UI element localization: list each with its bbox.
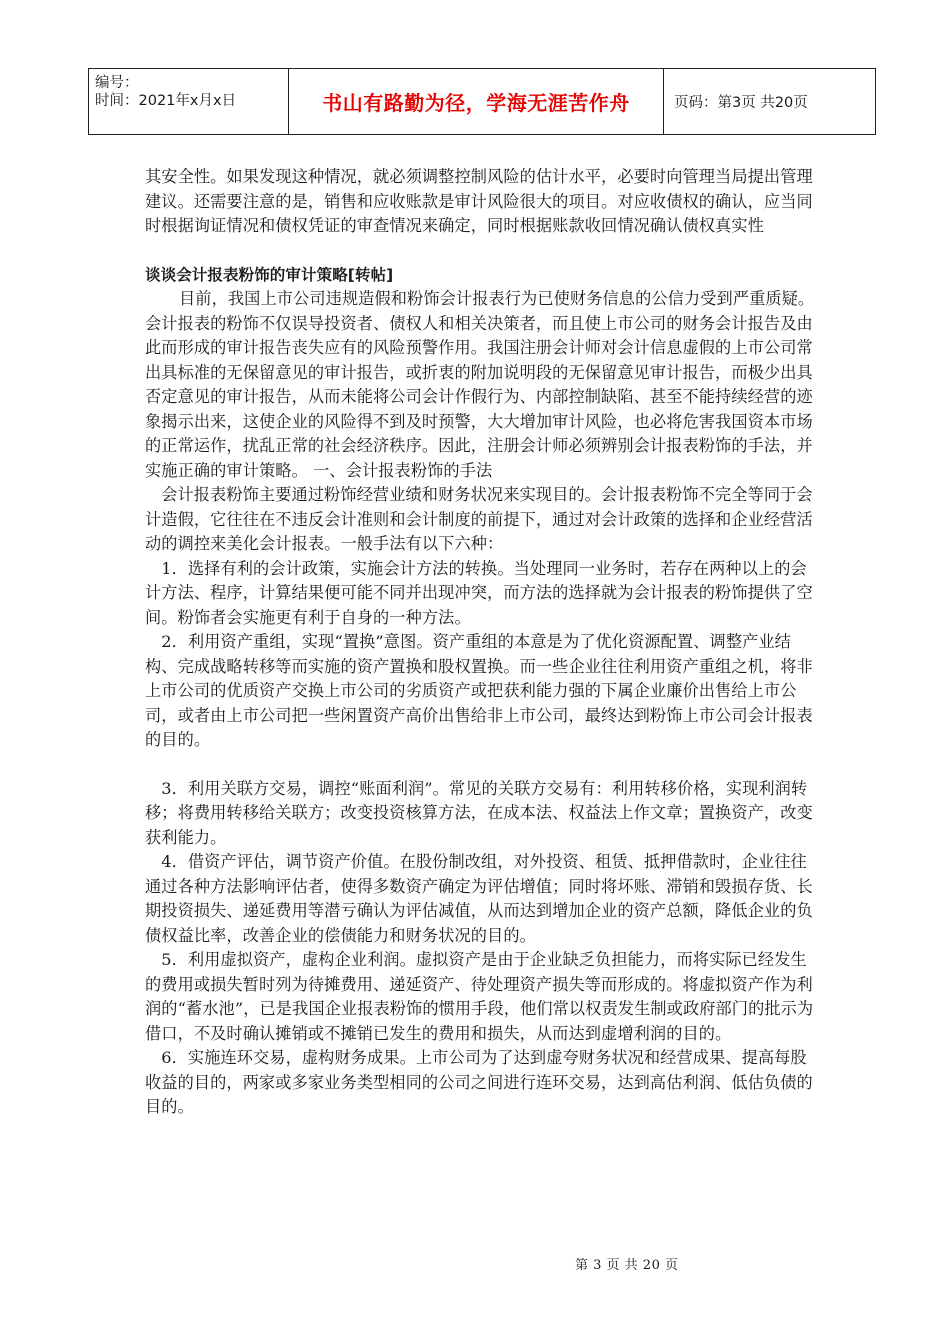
paragraph-methods-overview: 会计报表粉饰主要通过粉饰经营业绩和财务状况来实现目的。会计报表粉饰不完全等同于会计造假，它往往在不违反会计准则和会计制度的前提下，通过对会计政策的选择和企业经营活动的调控来美化会计报表。一般手法有以下六种： [145, 485, 813, 553]
header-info-cell [89, 69, 289, 134]
paragraph-item-2: 2．利用资产重组，实现“置换”意图。资产重组的本意是为了优化资源配置、调整产业结构、完成战略转移等而实施的资产置换和股权置换。而一些企业往往利用资产重组之机，将非上市公司的优质资产交换上市公司的劣质资产或把获利能力强的下属企业廉价出售给上市公司，或者由上市公司把一些闲置资产高价出售给非上市公司，最终达到粉饰上市公司会计报表的目的。 [145, 632, 813, 749]
header-page-number: 页码：第3页 共20页 [674, 95, 808, 111]
paragraph-item-3: 3．利用关联方交易，调控“账面利润”。常见的关联方交易有：利用转移价格，实现利润转移；将费用转移给关联方；改变投资核算方法，在成本法、权益法上作文章；置换资产，改变获利能力。 [145, 778, 813, 847]
document-body [145, 165, 815, 1120]
spacer [145, 753, 815, 777]
header-page-cell [664, 69, 875, 134]
page-header-table [88, 68, 876, 135]
page-footer: 第 3 页 共 20 页 [575, 1258, 679, 1273]
paragraph-item-6: 6．实施连环交易，虚构财务成果。上市公司为了达到虚夸财务状况和经营成果、提高每股收益的目的，两家或多家业务类型相同的公司之间进行连环交易，达到高估利润、低估负债的目的。 [145, 1048, 813, 1116]
document-date-label: 时间：2021年x月x日 [95, 93, 237, 109]
header-motto: 书山有路勤为径，学海无涯苦作舟 [322, 91, 630, 115]
article-heading: 谈谈会计报表粉饰的审计策略[转帖] [145, 265, 394, 284]
paragraph-intro: 目前，我国上市公司违规造假和粉饰会计报表行为已使财务信息的公信力受到严重质疑。会计报表的粉饰不仅误导投资者、债权人和相关决策者，而且使上市公司的财务会计报告及由此而形成的审计报告丧失应有的风险预警作用。我国注册会计师对会计信息虚假的上市公司常出具标准的无保留意见的审计报告，或折衷的附加说明段的无保留意见审计报告，而极少出具否定意见的审计报告，从而未能将公司会计作假行为、内部控制缺陷、甚至不能持续经营的迹象揭示出来，这使企业的风险得不到及时预警，大大增加审计风险，也必将危害我国资本市场的正常运作，扰乱正常的社会经济秩序。因此，注册会计师必须辨别会计报表粉饰的手法，并实施正确的审计策略。 一、会计报表粉饰的手法 [145, 289, 815, 480]
paragraph-continuation: 其安全性。如果发现这种情况，就必须调整控制风险的估计水平，必要时向管理当局提出管理建议。还需要注意的是，销售和应收账款是审计风险很大的项目。对应收债权的确认，应当同时根据询证情况和债权凭证的审查情况来确定，同时根据账款收回情况确认债权真实性 [145, 167, 813, 235]
header-motto-cell [289, 69, 664, 134]
paragraph-item-4: 4．借资产评估，调节资产价值。在股份制改组，对外投资、租赁、抵押借款时，企业往往通过各种方法影响评估者，使得多数资产确定为评估增值；同时将坏账、滞销和毁损存货、长期投资损失、递延费用等潜亏确认为评估减值，从而达到增加企业的资产总额，降低企业的负债权益比率，改善企业的偿债能力和财务状况的目的。 [145, 852, 813, 945]
document-number-label: 编号： [95, 75, 139, 91]
spacer [145, 239, 815, 263]
paragraph-item-5: 5．利用虚拟资产，虚构企业利润。虚拟资产是由于企业缺乏负担能力，而将实际已经发生的费用或损失暂时列为待摊费用、递延资产、待处理资产损失等而形成的。将虚拟资产作为利润的“蓄水池”，已是我国企业报表粉饰的惯用手段，他们常以权责发生制或政府部门的批示为借口，不及时确认摊销或不摊销已发生的费用和损失，从而达到虚增利润的目的。 [145, 950, 814, 1043]
paragraph-item-1: 1．选择有利的会计政策，实施会计方法的转换。当处理同一业务时，若存在两种以上的会计方法、程序，计算结果便可能不同并出现冲突，而方法的选择就为会计报表的粉饰提供了空间。粉饰者会实施更有利于自身的一种方法。 [145, 558, 813, 627]
